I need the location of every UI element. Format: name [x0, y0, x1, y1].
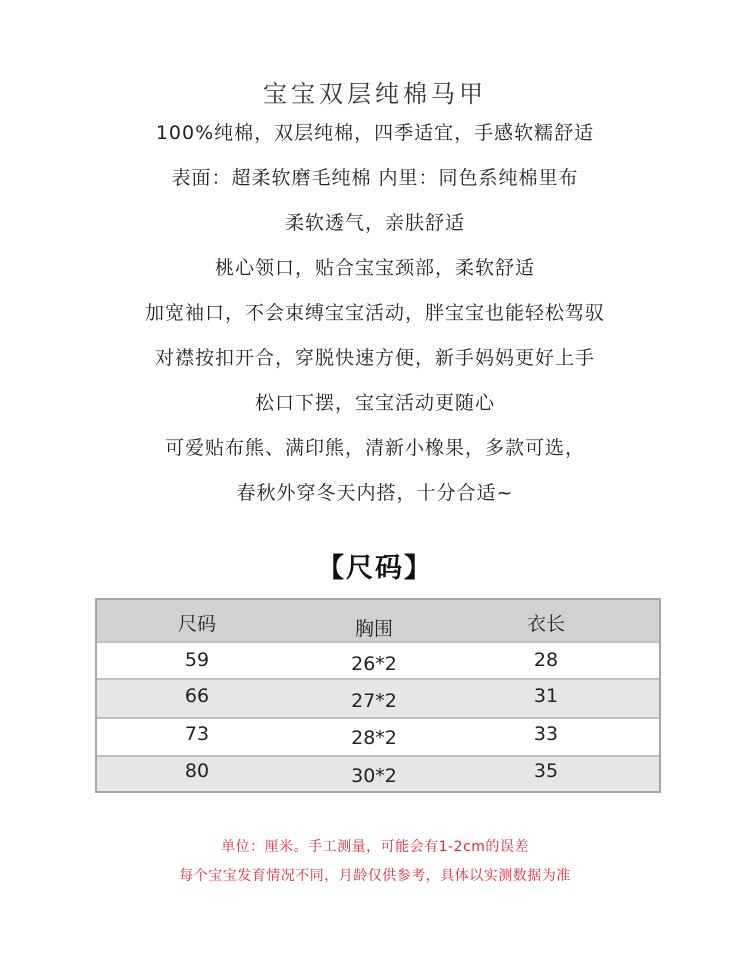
- cell-size: 59: [184, 649, 210, 671]
- age-reference-note: 每个宝宝发育情况不同，月龄仅供参考，具体以实测数据为准: [179, 868, 571, 884]
- cell-chest: 27*2: [351, 690, 397, 712]
- cell-chest: 26*2: [351, 653, 397, 675]
- header-chest: 胸围: [354, 618, 393, 640]
- table-header-row: [97, 600, 659, 641]
- description-line: 桃心领口，贴合宝宝颈部，柔软舒适: [214, 257, 535, 279]
- product-title: 宝宝双层纯棉马甲: [263, 80, 487, 108]
- cell-length: 33: [533, 723, 559, 745]
- header-size: 尺码: [177, 613, 216, 635]
- cell-chest: 28*2: [351, 727, 397, 749]
- size-section-title: 【尺码】: [317, 553, 433, 584]
- cell-size: 73: [184, 723, 210, 745]
- description-line: 松口下摆，宝宝活动更随心: [254, 392, 495, 414]
- cell-size: 80: [184, 760, 210, 782]
- measurement-note: 单位：厘米。手工测量，可能会有1-2cm的误差: [221, 839, 529, 855]
- size-table: [95, 598, 661, 793]
- cell-length: 35: [533, 760, 559, 782]
- description-line: 表面：超柔软磨毛纯棉 内里：同色系纯棉里布: [171, 167, 579, 189]
- description-line: 春秋外穿冬天内搭，十分合适~: [236, 482, 514, 504]
- cell-length: 28: [533, 649, 559, 671]
- table-row: [97, 680, 659, 717]
- cell-chest: 30*2: [351, 765, 397, 787]
- description-line: 加宽袖口，不会束缚宝宝活动，胖宝宝也能轻松驾驭: [144, 302, 605, 324]
- table-row: [97, 719, 659, 755]
- cell-length: 31: [533, 685, 559, 707]
- description-line: 对襟按扣开合，穿脱快速方便，新手妈妈更好上手: [154, 347, 595, 369]
- description-line: 柔软透气，亲肤舒适: [284, 212, 465, 234]
- description-line: 100%纯棉，双层纯棉，四季适宜，手感软糯舒适: [155, 122, 595, 144]
- cell-size: 66: [184, 685, 210, 707]
- description-line: 可爱贴布熊、满印熊，清新小橡果，多款可选，: [164, 437, 585, 459]
- header-length: 衣长: [526, 613, 565, 635]
- table-row: [97, 757, 659, 791]
- table-row: [97, 643, 659, 678]
